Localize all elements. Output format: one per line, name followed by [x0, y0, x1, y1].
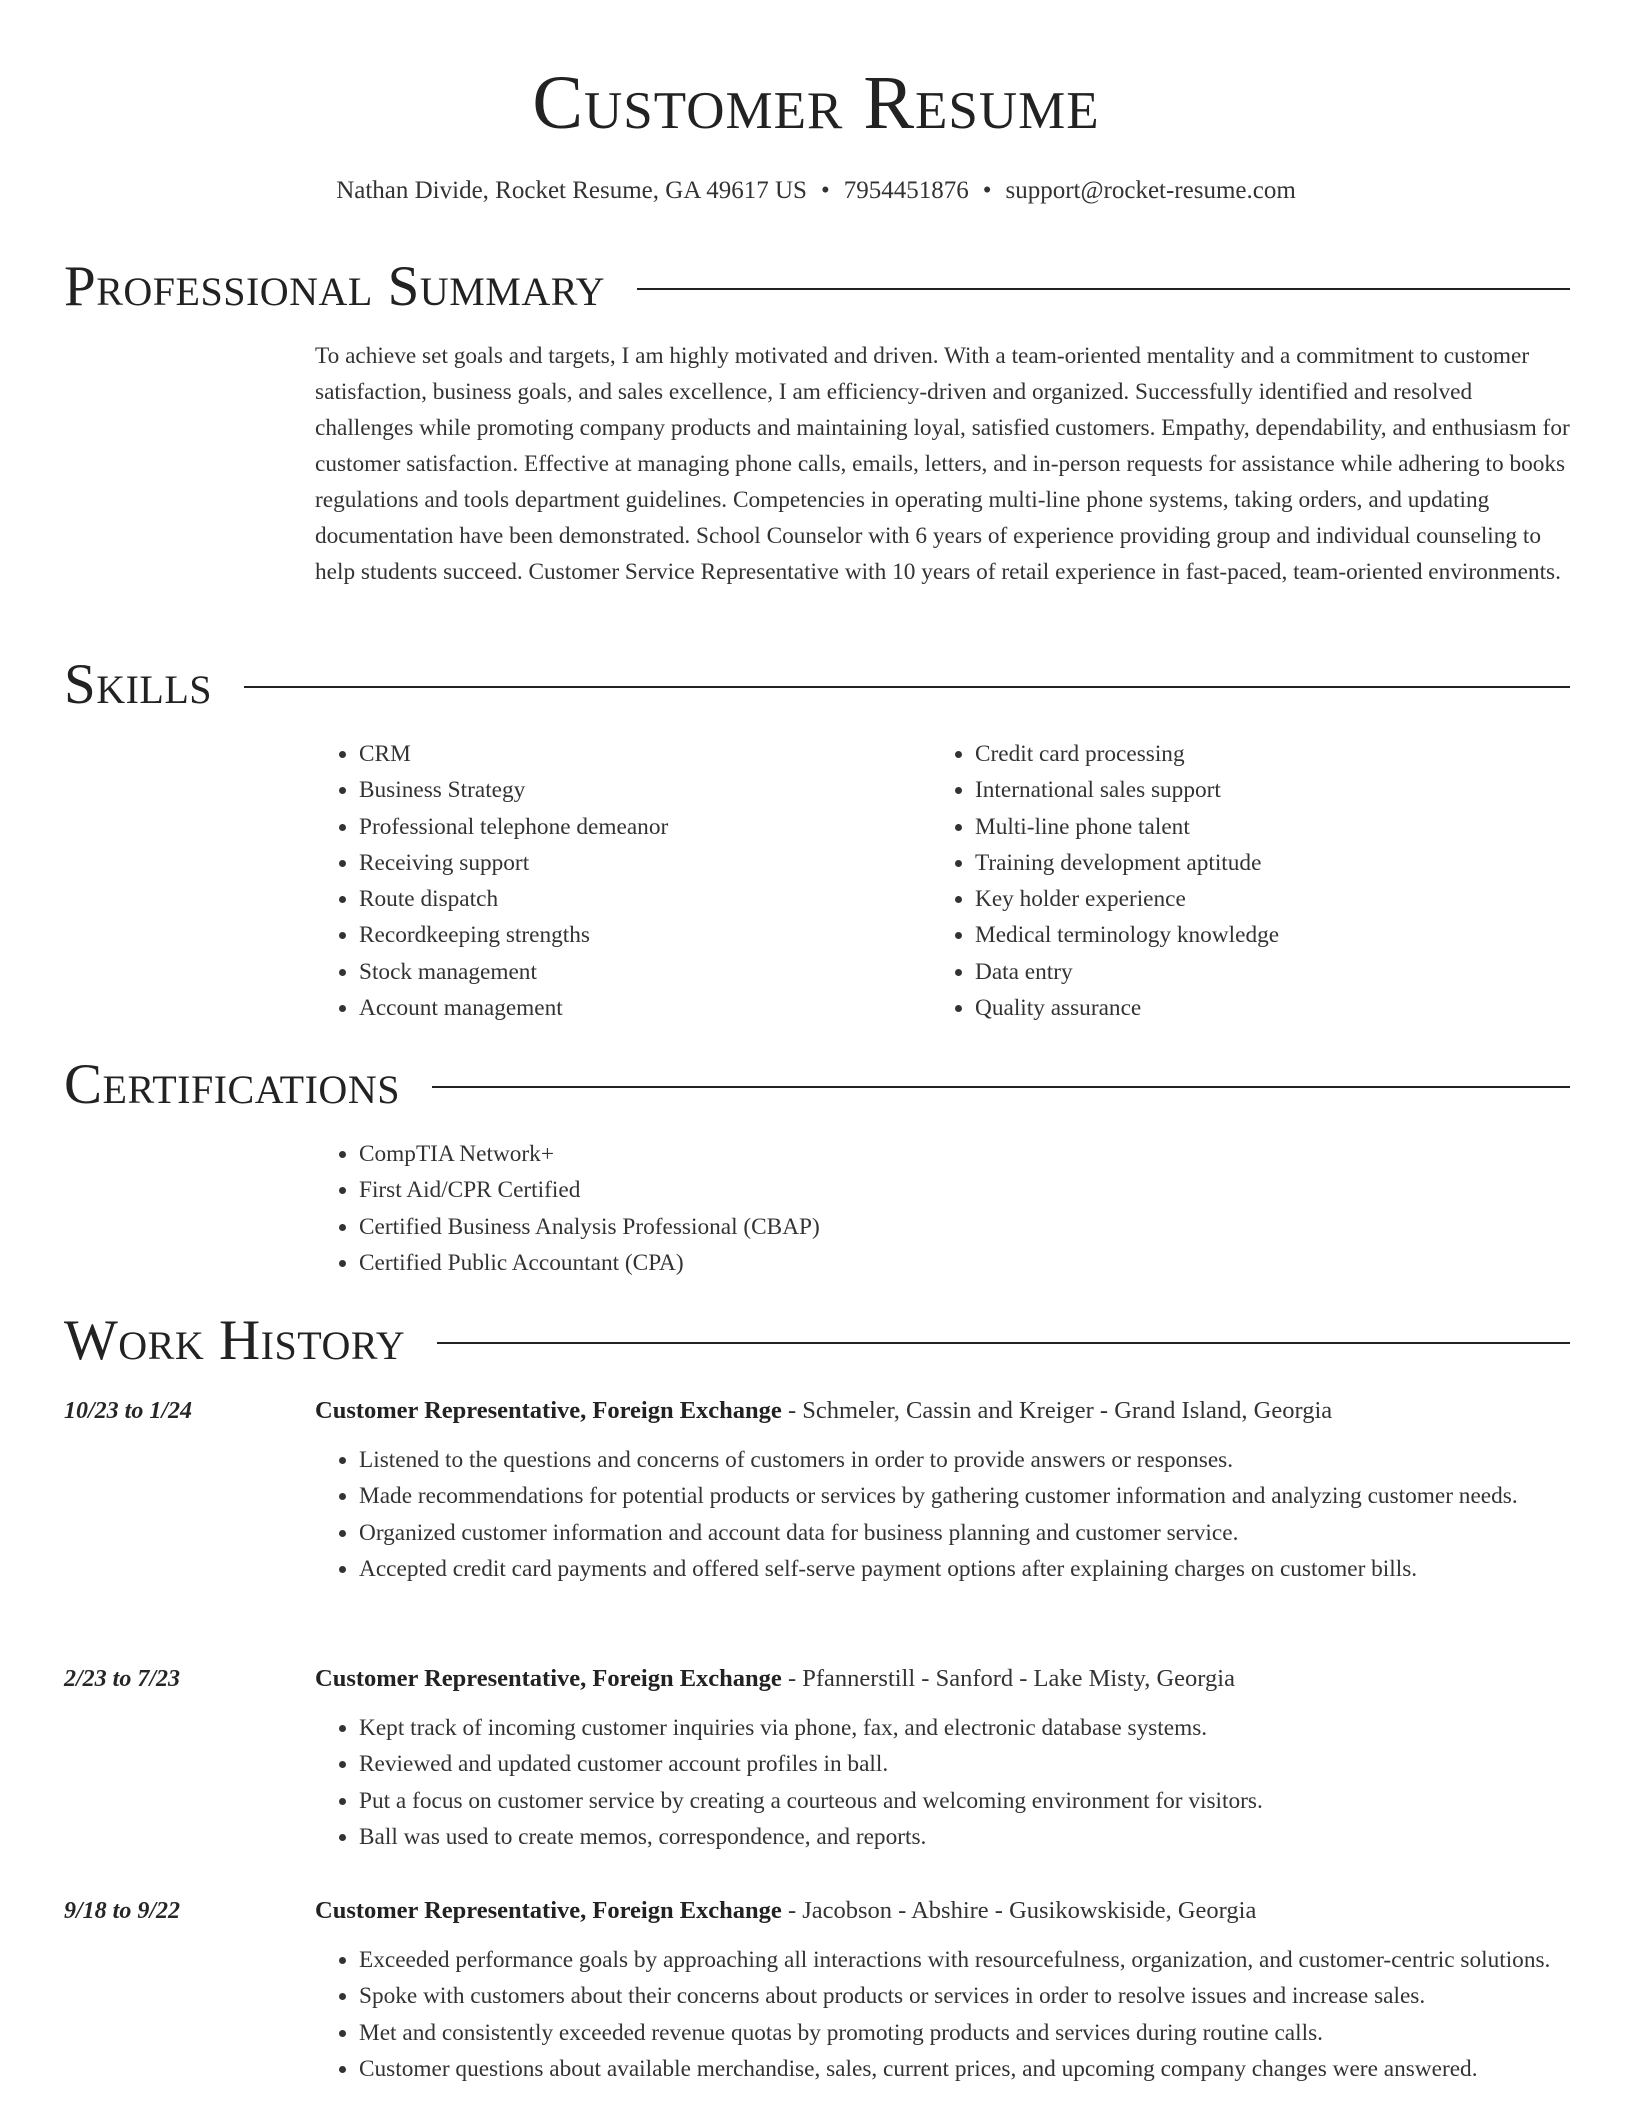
- skill-item: • Route dispatch: [359, 881, 915, 917]
- job-duty: • Listened to the questions and concerns of customers in order to provide answers or responses.: [359, 1442, 1570, 1478]
- summary-section-heading: [64, 254, 1570, 320]
- skill-item: • Credit card processing: [975, 736, 1571, 772]
- job-bullets: [315, 1942, 1570, 2087]
- contact-phone: 7954451876: [843, 177, 969, 204]
- section-divider: [432, 1086, 1570, 1088]
- skill-item: • Quality assurance: [975, 990, 1571, 1026]
- skill-item: • Recordkeeping strengths: [359, 917, 915, 953]
- job-bullets: [315, 1710, 1570, 1855]
- certification-item: • First Aid/CPR Certified: [359, 1172, 1215, 1208]
- job-title: Customer Representative, Foreign Exchange: [315, 1397, 782, 1424]
- certification-item: • CompTIA Network+: [359, 1136, 1215, 1172]
- job-employer-location: - Pfannerstill - Sanford - Lake Misty, Georgia: [781, 1665, 1235, 1692]
- skill-item: • Business Strategy: [359, 772, 915, 808]
- job-duty: • Reviewed and updated customer account profiles in ball.: [359, 1746, 1570, 1782]
- skills-list-left: [315, 736, 915, 1026]
- job-title: Customer Representative, Foreign Exchange: [315, 1665, 782, 1692]
- job-duty: • Met and consistently exceeded revenue quotas by promoting products and services during routine calls.: [359, 2015, 1570, 2051]
- certification-item: • Certified Business Analysis Professional (CBAP): [359, 1209, 1215, 1245]
- skill-item: • CRM: [359, 736, 915, 772]
- skill-item: • Stock management: [359, 954, 915, 990]
- skills-column-left: [315, 736, 915, 1026]
- job-duty: • Ball was used to create memos, correspondence, and reports.: [359, 1819, 1570, 1855]
- skill-item: • Receiving support: [359, 845, 915, 881]
- contact-email: support@rocket-resume.com: [1005, 177, 1296, 204]
- job-duties-list: [315, 1710, 1570, 1855]
- job-dates: 9/18 to 9/22: [64, 1898, 181, 1924]
- job-duty: • Accepted credit card payments and offered self-serve payment options after explaining charges on customer bills.: [359, 1551, 1570, 1587]
- job-header: [315, 1894, 1570, 1928]
- job-header: [315, 1662, 1570, 1696]
- job-duties-list: [315, 1442, 1570, 1587]
- contact-separator: •: [820, 177, 830, 204]
- job-duty: • Customer questions about available merchandise, sales, current prices, and upcoming company changes were answered.: [359, 2051, 1570, 2087]
- contact-separator: •: [982, 177, 992, 204]
- job-employer-location: - Schmeler, Cassin and Kreiger - Grand Island, Georgia: [781, 1397, 1333, 1424]
- skills-section-heading: [64, 652, 1570, 718]
- job-dates: 2/23 to 7/23: [64, 1666, 181, 1692]
- skill-item: • Professional telephone demeanor: [359, 809, 915, 845]
- job-employer-location: - Jacobson - Abshire - Gusikowskiside, Georgia: [781, 1897, 1257, 1924]
- resume-title: Customer Resume: [532, 61, 1100, 145]
- skill-item: • Data entry: [975, 954, 1571, 990]
- certifications-list: [315, 1136, 1215, 1281]
- job-duty: • Put a focus on customer service by creating a courteous and welcoming environment for visitors.: [359, 1783, 1570, 1819]
- job-bullets: [315, 1442, 1570, 1587]
- certifications-section-heading: [64, 1052, 1570, 1118]
- contact-line: [0, 174, 1632, 208]
- job-duty: • Made recommendations for potential products or services by gathering customer information and analyzing customer needs.: [359, 1478, 1570, 1514]
- certification-item: • Certified Public Accountant (CPA): [359, 1245, 1215, 1281]
- skills-list-right: [931, 736, 1571, 1026]
- skill-item: • Account management: [359, 990, 915, 1026]
- skill-item: • Training development aptitude: [975, 845, 1571, 881]
- section-divider: [437, 1342, 1570, 1344]
- skill-item: • Key holder experience: [975, 881, 1571, 917]
- job-title: Customer Representative, Foreign Exchange: [315, 1897, 782, 1924]
- certifications-heading: Certifications: [64, 1053, 400, 1116]
- summary-heading: Professional Summary: [64, 255, 606, 318]
- work-history-heading: Work History: [64, 1309, 406, 1372]
- job-duty: • Kept track of incoming customer inquiries via phone, fax, and electronic database systems.: [359, 1710, 1570, 1746]
- job-duty: • Exceeded performance goals by approaching all interactions with resourcefulness, organization, and customer-centric solutions.: [359, 1942, 1570, 1978]
- job-header: [315, 1394, 1570, 1428]
- skills-heading: Skills: [64, 653, 213, 716]
- section-divider: [244, 686, 1570, 688]
- job-duty: • Spoke with customers about their concerns about products or services in order to resolve issues and increase sales.: [359, 1978, 1570, 2014]
- skill-item: • Medical terminology knowledge: [975, 917, 1571, 953]
- job-duty: • Organized customer information and account data for business planning and customer service.: [359, 1515, 1570, 1551]
- skills-column-right: [931, 736, 1571, 1026]
- skill-item: • International sales support: [975, 772, 1571, 808]
- job-dates: 10/23 to 1/24: [64, 1398, 193, 1424]
- work-history-section-heading: [64, 1308, 1570, 1374]
- skill-item: • Multi-line phone talent: [975, 809, 1571, 845]
- section-divider: [637, 288, 1570, 290]
- job-duties-list: [315, 1942, 1570, 2087]
- summary-text: To achieve set goals and targets, I am highly motivated and driven. With a team-oriented mentality and a commitment to customer satisfaction, business goals, and sales excellence, I am efficiency-driven and organized. Successfully identified and resolved challenges while promoting company products and maintaining loyal, satisfied customers. Empathy, dependability, and enthusiasm for customer satisfaction. Effective at managing phone calls, emails, letters, and in-person requests for assistance while adhering to books regulations and tools department guidelines. Competencies in operating multi-line phone systems, taking orders, and updating documentation have been demonstrated. School Counselor with 6 years of experience providing group and individual counseling to help students succeed. Customer Service Representative with 10 years of retail experience in fast-paced, team-oriented environments.: [315, 343, 1570, 585]
- contact-address: Nathan Divide, Rocket Resume, GA 49617 US: [336, 177, 807, 204]
- certifications-block: [315, 1136, 1215, 1281]
